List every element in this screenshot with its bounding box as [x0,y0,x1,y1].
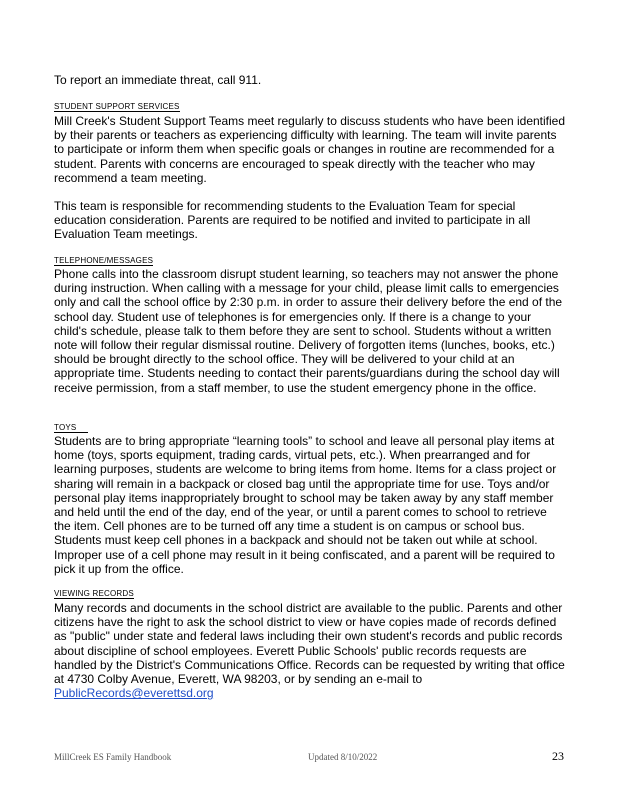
paragraph-telephone: Phone calls into the classroom disrupt student learning, so teachers may not answer the phone during instruction. When calling with a message for your child, please limit calls to emergencies only and call the school office by 2:30 p.m. in order to assure their delivery before the end of the school day. Student use of telephones is for emergencies only. If there is a change to your child's schedule, please talk to them before they are sent to school. Students without a written note will follow their regular dismissal routine. Delivery of forgotten items (lunches, books, etc.) should be brought directly to the school office. They will be delivered to your child at an appropriate time. Students needing to contact their parents/guardians during the school day will receive permission, from a staff member, to use the student emergency phone in the office. [54,267,563,395]
heading-text: TOYS [54,423,77,432]
heading-underline [54,265,153,266]
page-number: 23 [552,749,564,763]
heading-underline [54,598,134,599]
paragraph-toys: Students are to bring appropriate “learning tools” to school and leave all personal play items at home (toys, sports equipment, trading cards, virtual pets, etc.). When prearranged and for learning purposes, students are welcome to bring items from home. Items for a class project or sharing will remain in a backpack or closed bag until the appropriate time for use. Toys and/or personal play items inappropriately brought to school may be taken away by any staff member and held until the end of the day, end of the year, or until a parent comes to school to retrieve the item. Cell phones are to be turned off any time a student is on campus or school bus. Students must keep cell phones in a backpack and should not be taken out while at school. Improper use of a cell phone may result in it being confiscated, and a parent will be required to pick it up from the office. [54,434,557,576]
heading-text: STUDENT SUPPORT SERVICES [54,102,180,111]
heading-underline [54,432,88,433]
footer-handbook-title: MillCreek ES Family Handbook [54,752,172,762]
paragraph-student-support-1: Mill Creek's Student Support Teams meet regularly to discuss students who have been identified by their parents or teachers as experiencing difficulty with learning. The team will invite parents to participate or inform them when specific goals or changes in routine are recommended for a student. Parents with concerns are encouraged to speak directly with the teacher who may recommend a team meeting. [54,114,566,185]
records-text: Many records and documents in the school district are available to the public. Parents and other citizens have the right to ask the school district to view or have copies made of records defined as "public" under state and federal laws including their own student's records and public records about discipline of school employees. Everett Public Schools' public records requests are handled by the District's Communications Office. Records can be requested by writing that office at 4730 Colby Avenue, Everett, WA 98203, or by sending an e-mail to [54,601,565,687]
paragraph-viewing-records [54,601,566,700]
emergency-notice: To report an immediate threat, call 911. [54,73,262,87]
heading-text: VIEWING RECORDS [54,589,134,598]
heading-underline [54,111,180,112]
section-heading-telephone [54,256,153,266]
section-heading-viewing-records [54,589,134,599]
public-records-email-link[interactable]: PublicRecords@everettsd.org [54,686,214,701]
footer-updated-date: Updated 8/10/2022 [308,752,378,762]
section-heading-toys [54,423,88,433]
paragraph-student-support-2: This team is responsible for recommending students to the Evaluation Team for special education consideration. Parents are required to be notified and invited to participate in all Evaluation Team meetings. [54,199,531,242]
section-heading-student-support [54,102,180,112]
heading-text: TELEPHONE/MESSAGES [54,256,154,265]
